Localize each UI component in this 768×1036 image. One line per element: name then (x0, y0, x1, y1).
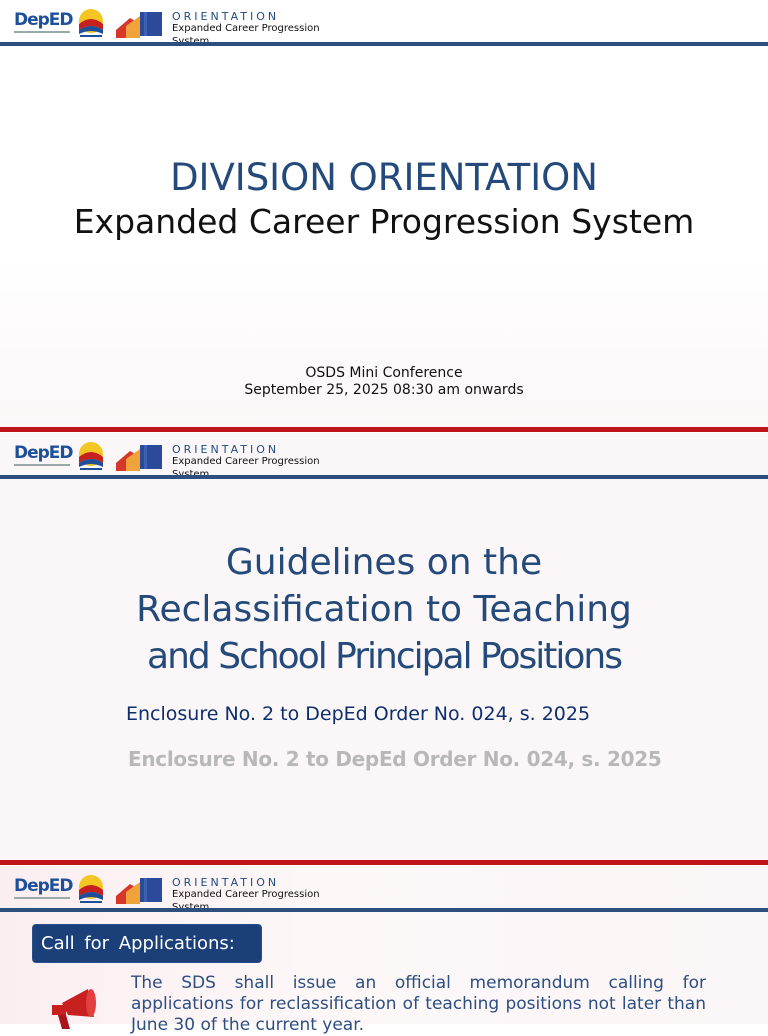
header-rule (0, 475, 768, 479)
title-line-3: and School Principal Positions (147, 636, 621, 677)
slide-2 (0, 433, 768, 860)
slide-separator (0, 427, 768, 432)
slide-header (0, 866, 768, 910)
bagong-pilipinas-logo-icon (74, 6, 108, 40)
call-for-applications-badge (32, 924, 262, 963)
header-rule (0, 42, 768, 46)
slide-separator (0, 860, 768, 865)
enclosure-reference: Enclosure No. 2 to DepEd Order No. 024, s. 2025 (126, 703, 591, 725)
conference-name: OSDS Mini Conference (305, 365, 463, 381)
deped-logo-text: DepED (14, 443, 73, 463)
slide-subtitle: Expanded Career Progression System (73, 202, 695, 241)
header-subtitle: Expanded Career Progression (172, 23, 320, 34)
header-title: ORIENTATION (172, 10, 280, 23)
conference-datetime: September 25, 2025 08:30 am onwards (244, 382, 524, 398)
bagong-pilipinas-logo-icon (74, 872, 108, 906)
bagong-pilipinas-logo-icon (74, 439, 108, 473)
header-title: ORIENTATION (172, 876, 280, 889)
title-line-2: Reclassification to Teaching (136, 589, 632, 630)
slide-header (0, 0, 768, 44)
deped-logo-icon (12, 442, 72, 470)
slide-title: DIVISION ORIENTATION (170, 156, 598, 199)
slide-title (0, 539, 768, 680)
title-line-1: Guidelines on the (225, 542, 543, 583)
book-logo-icon (116, 876, 164, 904)
slide-1 (0, 0, 768, 427)
conference-info (0, 365, 768, 399)
megaphone-icon (48, 981, 106, 1031)
deped-logo-icon (12, 875, 72, 903)
slide-header (0, 433, 768, 477)
header-subtitle: Expanded Career Progression (172, 456, 320, 467)
enclosure-reference-ghost: Enclosure No. 2 to DepEd Order No. 024, s. 2025 (128, 747, 662, 771)
slide-3 (0, 866, 768, 1035)
header-subtitle: Expanded Career Progression (172, 889, 320, 900)
badge-label: Call for Applications: (41, 933, 235, 954)
header-rule (0, 908, 768, 912)
header-title: ORIENTATION (172, 443, 280, 456)
deped-logo-text: DepED (14, 876, 73, 896)
slide-body-text: The SDS shall issue an official memorandum calling for applications for reclassification of teaching positions not later than June 30 of the current year. (131, 973, 706, 1035)
book-logo-icon (116, 10, 164, 38)
deped-logo-text: DepED (14, 10, 73, 30)
book-logo-icon (116, 443, 164, 471)
deped-logo-icon (12, 9, 72, 37)
